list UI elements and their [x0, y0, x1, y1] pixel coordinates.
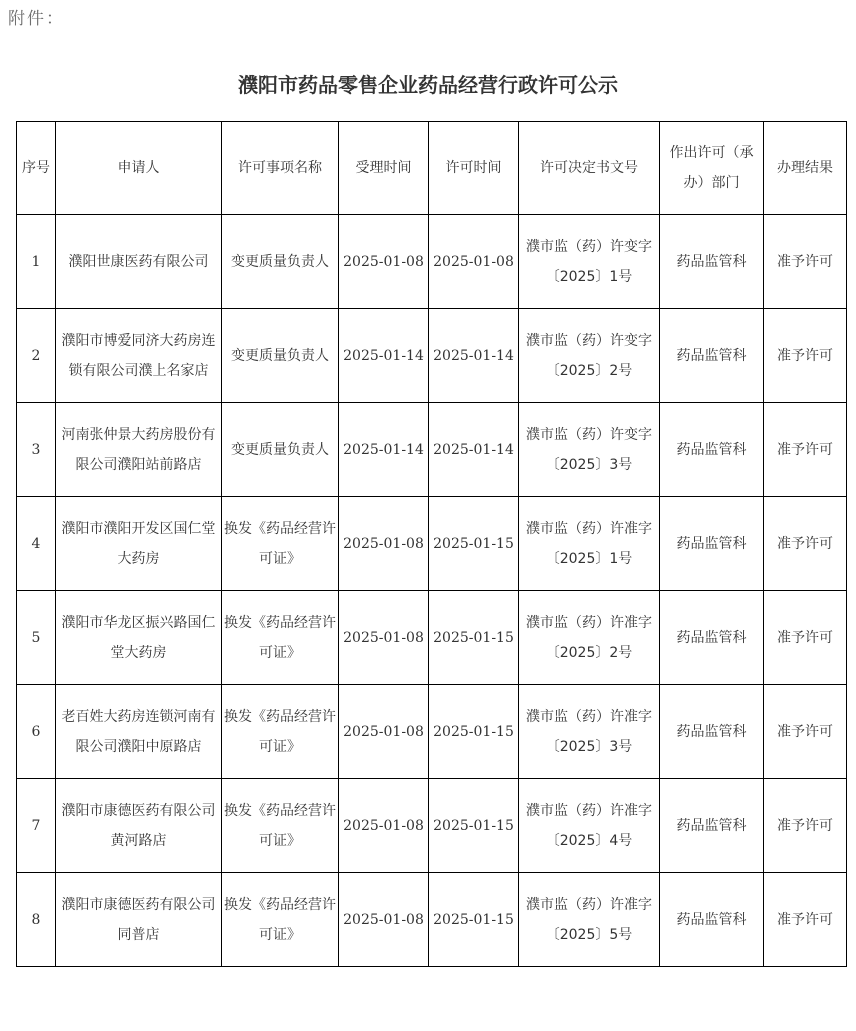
cell-permitted: 2025-01-14 [429, 309, 519, 403]
cell-applicant: 老百姓大药房连锁河南有限公司濮阳中原路店 [56, 685, 222, 779]
cell-applicant: 濮阳市濮阳开发区国仁堂大药房 [56, 497, 222, 591]
cell-item: 换发《药品经营许可证》 [222, 591, 339, 685]
cell-doc-no: 濮市监（药）许变字〔2025〕3号 [519, 403, 660, 497]
cell-applicant: 河南张仲景大药房股份有限公司濮阳站前路店 [56, 403, 222, 497]
cell-permitted: 2025-01-15 [429, 779, 519, 873]
cell-doc-no: 濮市监（药）许变字〔2025〕2号 [519, 309, 660, 403]
cell-department: 药品监管科 [660, 873, 764, 967]
cell-item: 换发《药品经营许可证》 [222, 779, 339, 873]
table-row [17, 873, 847, 967]
col-header-index: 序号 [17, 122, 56, 215]
cell-accepted: 2025-01-08 [339, 873, 429, 967]
cell-result: 准予许可 [764, 873, 847, 967]
cell-accepted: 2025-01-08 [339, 685, 429, 779]
cell-accepted: 2025-01-08 [339, 591, 429, 685]
cell-accepted: 2025-01-08 [339, 779, 429, 873]
table-row [17, 309, 847, 403]
cell-doc-no: 濮市监（药）许准字〔2025〕2号 [519, 591, 660, 685]
table-row [17, 685, 847, 779]
table-row [17, 403, 847, 497]
cell-permitted: 2025-01-08 [429, 215, 519, 309]
cell-department: 药品监管科 [660, 403, 764, 497]
cell-index: 8 [17, 873, 56, 967]
cell-index: 1 [17, 215, 56, 309]
cell-result: 准予许可 [764, 309, 847, 403]
cell-department: 药品监管科 [660, 497, 764, 591]
cell-permitted: 2025-01-14 [429, 403, 519, 497]
table-row [17, 497, 847, 591]
cell-result: 准予许可 [764, 779, 847, 873]
table-row [17, 215, 847, 309]
cell-index: 5 [17, 591, 56, 685]
col-header-applicant: 申请人 [56, 122, 222, 215]
cell-index: 3 [17, 403, 56, 497]
cell-accepted: 2025-01-08 [339, 215, 429, 309]
cell-item: 变更质量负责人 [222, 215, 339, 309]
cell-permitted: 2025-01-15 [429, 685, 519, 779]
cell-doc-no: 濮市监（药）许变字〔2025〕1号 [519, 215, 660, 309]
col-header-permitted: 许可时间 [429, 122, 519, 215]
cell-department: 药品监管科 [660, 685, 764, 779]
cell-permitted: 2025-01-15 [429, 591, 519, 685]
cell-index: 2 [17, 309, 56, 403]
header-row [17, 122, 847, 215]
cell-result: 准予许可 [764, 685, 847, 779]
permit-table [16, 121, 847, 967]
cell-item: 换发《药品经营许可证》 [222, 685, 339, 779]
cell-department: 药品监管科 [660, 309, 764, 403]
cell-result: 准予许可 [764, 497, 847, 591]
cell-accepted: 2025-01-08 [339, 497, 429, 591]
cell-result: 准予许可 [764, 215, 847, 309]
col-header-result: 办理结果 [764, 122, 847, 215]
cell-applicant: 濮阳世康医药有限公司 [56, 215, 222, 309]
cell-applicant: 濮阳市康德医药有限公司黄河路店 [56, 779, 222, 873]
cell-permitted: 2025-01-15 [429, 497, 519, 591]
cell-doc-no: 濮市监（药）许准字〔2025〕4号 [519, 779, 660, 873]
cell-item: 变更质量负责人 [222, 403, 339, 497]
cell-doc-no: 濮市监（药）许准字〔2025〕1号 [519, 497, 660, 591]
table-row [17, 779, 847, 873]
cell-doc-no: 濮市监（药）许准字〔2025〕3号 [519, 685, 660, 779]
attachment-label: 附件： [8, 9, 65, 29]
col-header-item: 许可事项名称 [222, 122, 339, 215]
cell-permitted: 2025-01-15 [429, 873, 519, 967]
cell-department: 药品监管科 [660, 779, 764, 873]
col-header-doc-no: 许可决定书文号 [519, 122, 660, 215]
cell-applicant: 濮阳市博爱同济大药房连锁有限公司濮上名家店 [56, 309, 222, 403]
table-row [17, 591, 847, 685]
cell-applicant: 濮阳市康德医药有限公司同普店 [56, 873, 222, 967]
cell-result: 准予许可 [764, 591, 847, 685]
col-header-accepted: 受理时间 [339, 122, 429, 215]
cell-item: 换发《药品经营许可证》 [222, 497, 339, 591]
cell-result: 准予许可 [764, 403, 847, 497]
cell-doc-no: 濮市监（药）许准字〔2025〕5号 [519, 873, 660, 967]
cell-department: 药品监管科 [660, 591, 764, 685]
cell-applicant: 濮阳市华龙区振兴路国仁堂大药房 [56, 591, 222, 685]
cell-accepted: 2025-01-14 [339, 309, 429, 403]
cell-index: 4 [17, 497, 56, 591]
cell-index: 6 [17, 685, 56, 779]
page-title: 濮阳市药品零售企业药品经营行政许可公示 [238, 73, 618, 97]
col-header-department: 作出许可（承办）部门 [660, 122, 764, 215]
cell-index: 7 [17, 779, 56, 873]
cell-accepted: 2025-01-14 [339, 403, 429, 497]
cell-item: 变更质量负责人 [222, 309, 339, 403]
cell-department: 药品监管科 [660, 215, 764, 309]
cell-item: 换发《药品经营许可证》 [222, 873, 339, 967]
